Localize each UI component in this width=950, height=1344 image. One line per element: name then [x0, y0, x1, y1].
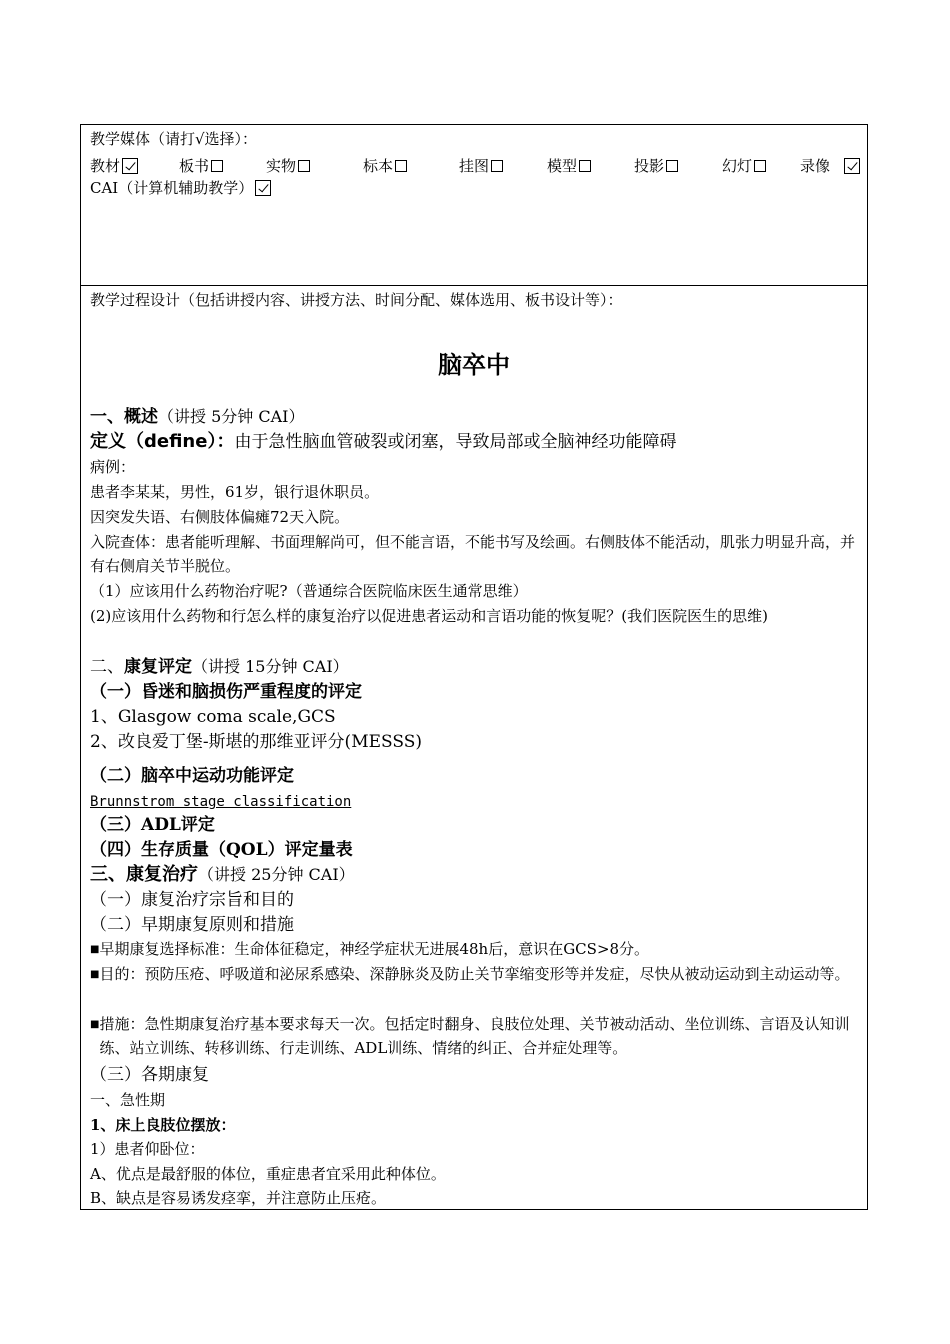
bullet-measures [90, 1012, 862, 1060]
teaching-media-cell [81, 125, 867, 286]
section-2-sub-2: （二）脑卒中运动功能评定 [90, 766, 294, 786]
process-heading: 教学过程设计（包括讲授内容、讲授方法、时间分配、媒体选用、板书设计等）： [90, 291, 623, 309]
option-label: 录像 [800, 157, 831, 175]
media-option-blackboard[interactable] [179, 155, 223, 176]
bullet-purpose [90, 962, 862, 987]
bullet-text: 早期康复选择标准：生命体征稳定，神经学症状无进展48h后，意识在GCS>8分。 [99, 940, 650, 958]
checkbox-icon[interactable] [579, 160, 591, 172]
definition-line [90, 433, 676, 451]
question-1: （1）应该用什么药物治疗呢?（普通综合医院临床医生通常思维） [90, 582, 528, 600]
checkbox-icon[interactable] [211, 160, 223, 172]
media-option-cai[interactable] [90, 180, 271, 196]
checked-box-icon[interactable] [255, 180, 271, 196]
section-3-sub-1: （一）康复治疗宗旨和目的 [90, 890, 294, 910]
option-label: 模型 [547, 157, 578, 175]
section-2-prefix: 二、 [90, 657, 124, 677]
page-title: 脑卒中 [438, 350, 510, 379]
definition-label: 定义（define）： [90, 431, 235, 452]
case-line-3: 入院查体：患者能听理解、书面理解尚可，但不能言语，不能书写及绘画。右侧肢体不能活动，肌张力明显升高，并有右侧肩关节半脱位。 [90, 533, 856, 575]
option-label: 实物 [266, 157, 297, 175]
media-option-model[interactable] [547, 155, 591, 176]
case-line-1: 患者李某某，男性，61岁，银行退休职员。 [90, 483, 380, 501]
checkbox-icon[interactable] [491, 160, 503, 172]
bullet-text: 目的：预防压疮、呼吸道和泌尿系感染、深静脉炎及防止关节挛缩变形等并发症，尽快从被动运动到主动运动等。 [99, 965, 850, 983]
checkbox-icon[interactable] [298, 160, 310, 172]
bullet-icon: ■ [90, 944, 100, 955]
section-3-sub-3: （三）各期康复 [90, 1065, 209, 1085]
section-2-sub-1: （一）昏迷和脑损伤严重程度的评定 [90, 682, 362, 702]
bullet-text: 措施：急性期康复治疗基本要求每天一次。包括定时翻身、良肢位处理、关节被动活动、坐位训练、言语及认知训练、站立训练、转移训练、行走训练、ADL训练、情绪的纠正、合并症处理等。 [99, 1015, 850, 1057]
supine-position: 1）患者仰卧位： [90, 1140, 205, 1158]
section-2-heading [90, 659, 349, 676]
option-label: 教材 [90, 157, 121, 175]
definition-text: 由于急性脑血管破裂或闭塞，导致局部或全脑神经功能障碍 [234, 432, 677, 452]
checkbox-icon[interactable] [395, 160, 407, 172]
position-disadvantage: B、缺点是容易诱发痉挛，并注意防止压疮。 [90, 1189, 387, 1207]
checked-box-icon[interactable] [122, 158, 138, 174]
option-label: 标本 [363, 157, 394, 175]
section-2-title: 康复评定 [124, 657, 192, 677]
option-label: 投影 [634, 157, 665, 175]
positioning-heading: 1、床上良肢位摆放： [90, 1116, 236, 1134]
media-prompt: 教学媒体（请打√选择）： [90, 130, 258, 148]
case-label: 病例： [90, 458, 136, 476]
lesson-plan-table [80, 124, 868, 1210]
brunnstrom-item: Brunnstrom stage classification [90, 794, 352, 810]
section-3-title: 三、康复治疗 [90, 864, 198, 885]
section-3-note: （讲授 25分钟 CAI） [198, 865, 355, 884]
media-option-wallchart[interactable] [459, 155, 503, 176]
case-line-2: 因突发失语、右侧肢体偏瘫72天入院。 [90, 508, 350, 526]
media-option-textbook[interactable] [90, 155, 138, 176]
media-option-video[interactable] [800, 155, 860, 176]
gcs-item: 1、Glasgow coma scale,GCS [90, 707, 336, 727]
media-option-specimen[interactable] [363, 155, 407, 176]
section-3-sub-2: （二）早期康复原则和措施 [90, 915, 294, 935]
section-1-title: 一、概述 [90, 407, 158, 427]
bullet-icon: ■ [90, 1019, 100, 1030]
media-option-object[interactable] [266, 155, 310, 176]
section-2-sub-3: （三）ADL评定 [90, 815, 215, 835]
option-label: CAI（计算机辅助教学） [90, 178, 254, 197]
checkbox-icon[interactable] [754, 160, 766, 172]
bullet-icon: ■ [90, 969, 100, 980]
section-3-heading [90, 866, 355, 884]
media-option-projection[interactable] [634, 155, 678, 176]
question-2: (2)应该用什么药物和行怎么样的康复治疗以促进患者运动和言语功能的恢复呢？(我们医院医生的思维) [90, 607, 768, 625]
section-2-note: （讲授 15分钟 CAI） [192, 657, 349, 676]
checked-box-icon[interactable] [844, 158, 860, 174]
bullet-criteria [90, 937, 862, 962]
section-1-note: （讲授 5分钟 CAI） [158, 407, 305, 426]
media-option-slides[interactable] [722, 155, 766, 176]
media-options-row [90, 155, 860, 175]
option-label: 挂图 [459, 157, 490, 175]
checkbox-icon[interactable] [666, 160, 678, 172]
option-label: 板书 [179, 157, 210, 175]
option-label: 幻灯 [722, 157, 753, 175]
messs-item: 2、改良爱丁堡-斯堪的那维亚评分(MESSS) [90, 732, 422, 752]
position-advantage: A、优点是最舒服的体位，重症患者宜采用此种体位。 [90, 1165, 446, 1183]
acute-phase: 一、急性期 [90, 1091, 166, 1109]
section-2-sub-4: （四）生存质量（QOL）评定量表 [90, 840, 353, 860]
section-1-heading [90, 409, 304, 426]
